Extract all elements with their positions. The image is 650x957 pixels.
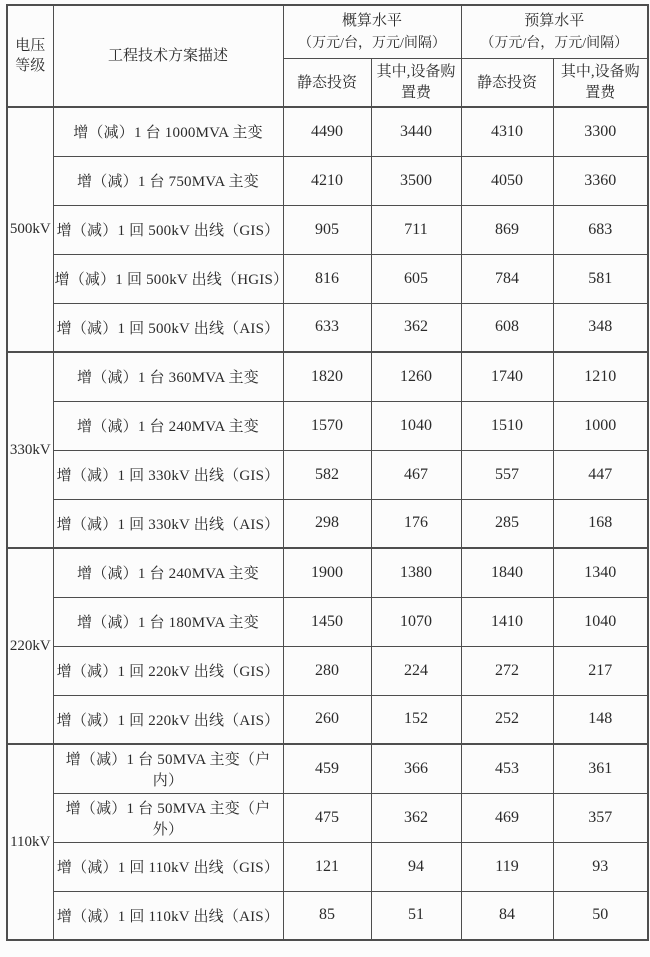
- scheme-description-cell: 增（减）1 台 1000MVA 主变: [53, 107, 283, 156]
- table-row: [7, 352, 648, 401]
- header-static-investment-estimate: 静态投资: [283, 59, 371, 108]
- value-cell: 1340: [553, 548, 648, 597]
- value-cell: 1210: [553, 352, 648, 401]
- value-cell: 176: [371, 499, 461, 548]
- voltage-level-cell: 110kV: [7, 744, 53, 940]
- voltage-level-cell: 220kV: [7, 548, 53, 744]
- value-cell: 252: [461, 695, 553, 744]
- value-cell: 1450: [283, 597, 371, 646]
- value-cell: 608: [461, 303, 553, 352]
- value-cell: 3360: [553, 156, 648, 205]
- table-row: [7, 303, 648, 352]
- scheme-description-cell: 增（减）1 回 110kV 出线（GIS）: [53, 842, 283, 891]
- value-cell: 557: [461, 450, 553, 499]
- value-cell: 168: [553, 499, 648, 548]
- table-row: [7, 842, 648, 891]
- table-body: [7, 107, 648, 940]
- table-row: [7, 401, 648, 450]
- table-row: [7, 744, 648, 793]
- value-cell: 260: [283, 695, 371, 744]
- voltage-level-cell: 330kV: [7, 352, 53, 548]
- value-cell: 1070: [371, 597, 461, 646]
- value-cell: 84: [461, 891, 553, 940]
- value-cell: 1900: [283, 548, 371, 597]
- scheme-description-cell: 增（减）1 台 50MVA 主变（户外）: [53, 793, 283, 842]
- document-page: [6, 4, 649, 941]
- scheme-description-cell: 增（减）1 回 500kV 出线（HGIS）: [53, 254, 283, 303]
- header-equipment-cost-budget: 其中,设备购置费: [553, 59, 648, 108]
- value-cell: 1410: [461, 597, 553, 646]
- value-cell: 119: [461, 842, 553, 891]
- value-cell: 605: [371, 254, 461, 303]
- scheme-description-cell: 增（减）1 台 750MVA 主变: [53, 156, 283, 205]
- header-scheme-description: 工程技术方案描述: [53, 5, 283, 107]
- value-cell: 4490: [283, 107, 371, 156]
- table-row: [7, 695, 648, 744]
- table-row: [7, 646, 648, 695]
- value-cell: 51: [371, 891, 461, 940]
- voltage-level-cell: 500kV: [7, 107, 53, 352]
- header-budget-unit: （万元/台，万元/间隔）: [480, 36, 629, 51]
- value-cell: 348: [553, 303, 648, 352]
- value-cell: 85: [283, 891, 371, 940]
- scheme-description-cell: 增（减）1 台 180MVA 主变: [53, 597, 283, 646]
- value-cell: 94: [371, 842, 461, 891]
- scheme-description-cell: 增（减）1 回 500kV 出线（AIS）: [53, 303, 283, 352]
- value-cell: 280: [283, 646, 371, 695]
- scheme-description-cell: 增（减）1 回 330kV 出线（AIS）: [53, 499, 283, 548]
- value-cell: 4210: [283, 156, 371, 205]
- value-cell: 683: [553, 205, 648, 254]
- value-cell: 3500: [371, 156, 461, 205]
- header-equipment-cost-estimate: 其中,设备购置费: [371, 59, 461, 108]
- value-cell: 869: [461, 205, 553, 254]
- value-cell: 1510: [461, 401, 553, 450]
- value-cell: 905: [283, 205, 371, 254]
- table-row: [7, 205, 648, 254]
- header-voltage-level: 电压等级: [7, 5, 53, 107]
- value-cell: 633: [283, 303, 371, 352]
- value-cell: 1000: [553, 401, 648, 450]
- value-cell: 1040: [553, 597, 648, 646]
- value-cell: 582: [283, 450, 371, 499]
- value-cell: 1260: [371, 352, 461, 401]
- value-cell: 816: [283, 254, 371, 303]
- value-cell: 711: [371, 205, 461, 254]
- value-cell: 217: [553, 646, 648, 695]
- table-row: [7, 499, 648, 548]
- table-row: [7, 548, 648, 597]
- value-cell: 152: [371, 695, 461, 744]
- value-cell: 50: [553, 891, 648, 940]
- table-row: [7, 156, 648, 205]
- header-static-investment-budget: 静态投资: [461, 59, 553, 108]
- scheme-description-cell: 增（减）1 回 110kV 出线（AIS）: [53, 891, 283, 940]
- value-cell: 784: [461, 254, 553, 303]
- scheme-description-cell: 增（减）1 回 330kV 出线（GIS）: [53, 450, 283, 499]
- scheme-description-cell: 增（减）1 台 50MVA 主变（户内）: [53, 744, 283, 793]
- scheme-description-cell: 增（减）1 台 240MVA 主变: [53, 548, 283, 597]
- value-cell: 467: [371, 450, 461, 499]
- scheme-description-cell: 增（减）1 回 220kV 出线（AIS）: [53, 695, 283, 744]
- table-row: [7, 597, 648, 646]
- value-cell: 1380: [371, 548, 461, 597]
- table-row: [7, 254, 648, 303]
- value-cell: 148: [553, 695, 648, 744]
- value-cell: 475: [283, 793, 371, 842]
- scheme-description-cell: 增（减）1 回 500kV 出线（GIS）: [53, 205, 283, 254]
- header-budget-group: [461, 5, 648, 59]
- scheme-description-cell: 增（减）1 台 240MVA 主变: [53, 401, 283, 450]
- value-cell: 224: [371, 646, 461, 695]
- value-cell: 4050: [461, 156, 553, 205]
- header-estimate-title: 概算水平: [341, 13, 402, 29]
- value-cell: 285: [461, 499, 553, 548]
- value-cell: 3440: [371, 107, 461, 156]
- value-cell: 357: [553, 793, 648, 842]
- value-cell: 361: [553, 744, 648, 793]
- header-row-top: [7, 5, 648, 59]
- header-estimate-group: [283, 5, 461, 59]
- value-cell: 3300: [553, 107, 648, 156]
- value-cell: 581: [553, 254, 648, 303]
- value-cell: 1820: [283, 352, 371, 401]
- value-cell: 1040: [371, 401, 461, 450]
- value-cell: 447: [553, 450, 648, 499]
- value-cell: 469: [461, 793, 553, 842]
- table-row: [7, 793, 648, 842]
- value-cell: 362: [371, 793, 461, 842]
- table-row: [7, 891, 648, 940]
- value-cell: 272: [461, 646, 553, 695]
- value-cell: 93: [553, 842, 648, 891]
- cost-level-table: [6, 4, 649, 941]
- table-row: [7, 107, 648, 156]
- value-cell: 298: [283, 499, 371, 548]
- value-cell: 1570: [283, 401, 371, 450]
- scheme-description-cell: 增（减）1 台 360MVA 主变: [53, 352, 283, 401]
- value-cell: 453: [461, 744, 553, 793]
- value-cell: 4310: [461, 107, 553, 156]
- header-estimate-unit: （万元/台，万元/间隔）: [298, 36, 446, 51]
- table-row: [7, 450, 648, 499]
- value-cell: 366: [371, 744, 461, 793]
- scheme-description-cell: 增（减）1 回 220kV 出线（GIS）: [53, 646, 283, 695]
- value-cell: 1740: [461, 352, 553, 401]
- value-cell: 459: [283, 744, 371, 793]
- value-cell: 362: [371, 303, 461, 352]
- value-cell: 1840: [461, 548, 553, 597]
- value-cell: 121: [283, 842, 371, 891]
- header-budget-title: 预算水平: [524, 13, 585, 29]
